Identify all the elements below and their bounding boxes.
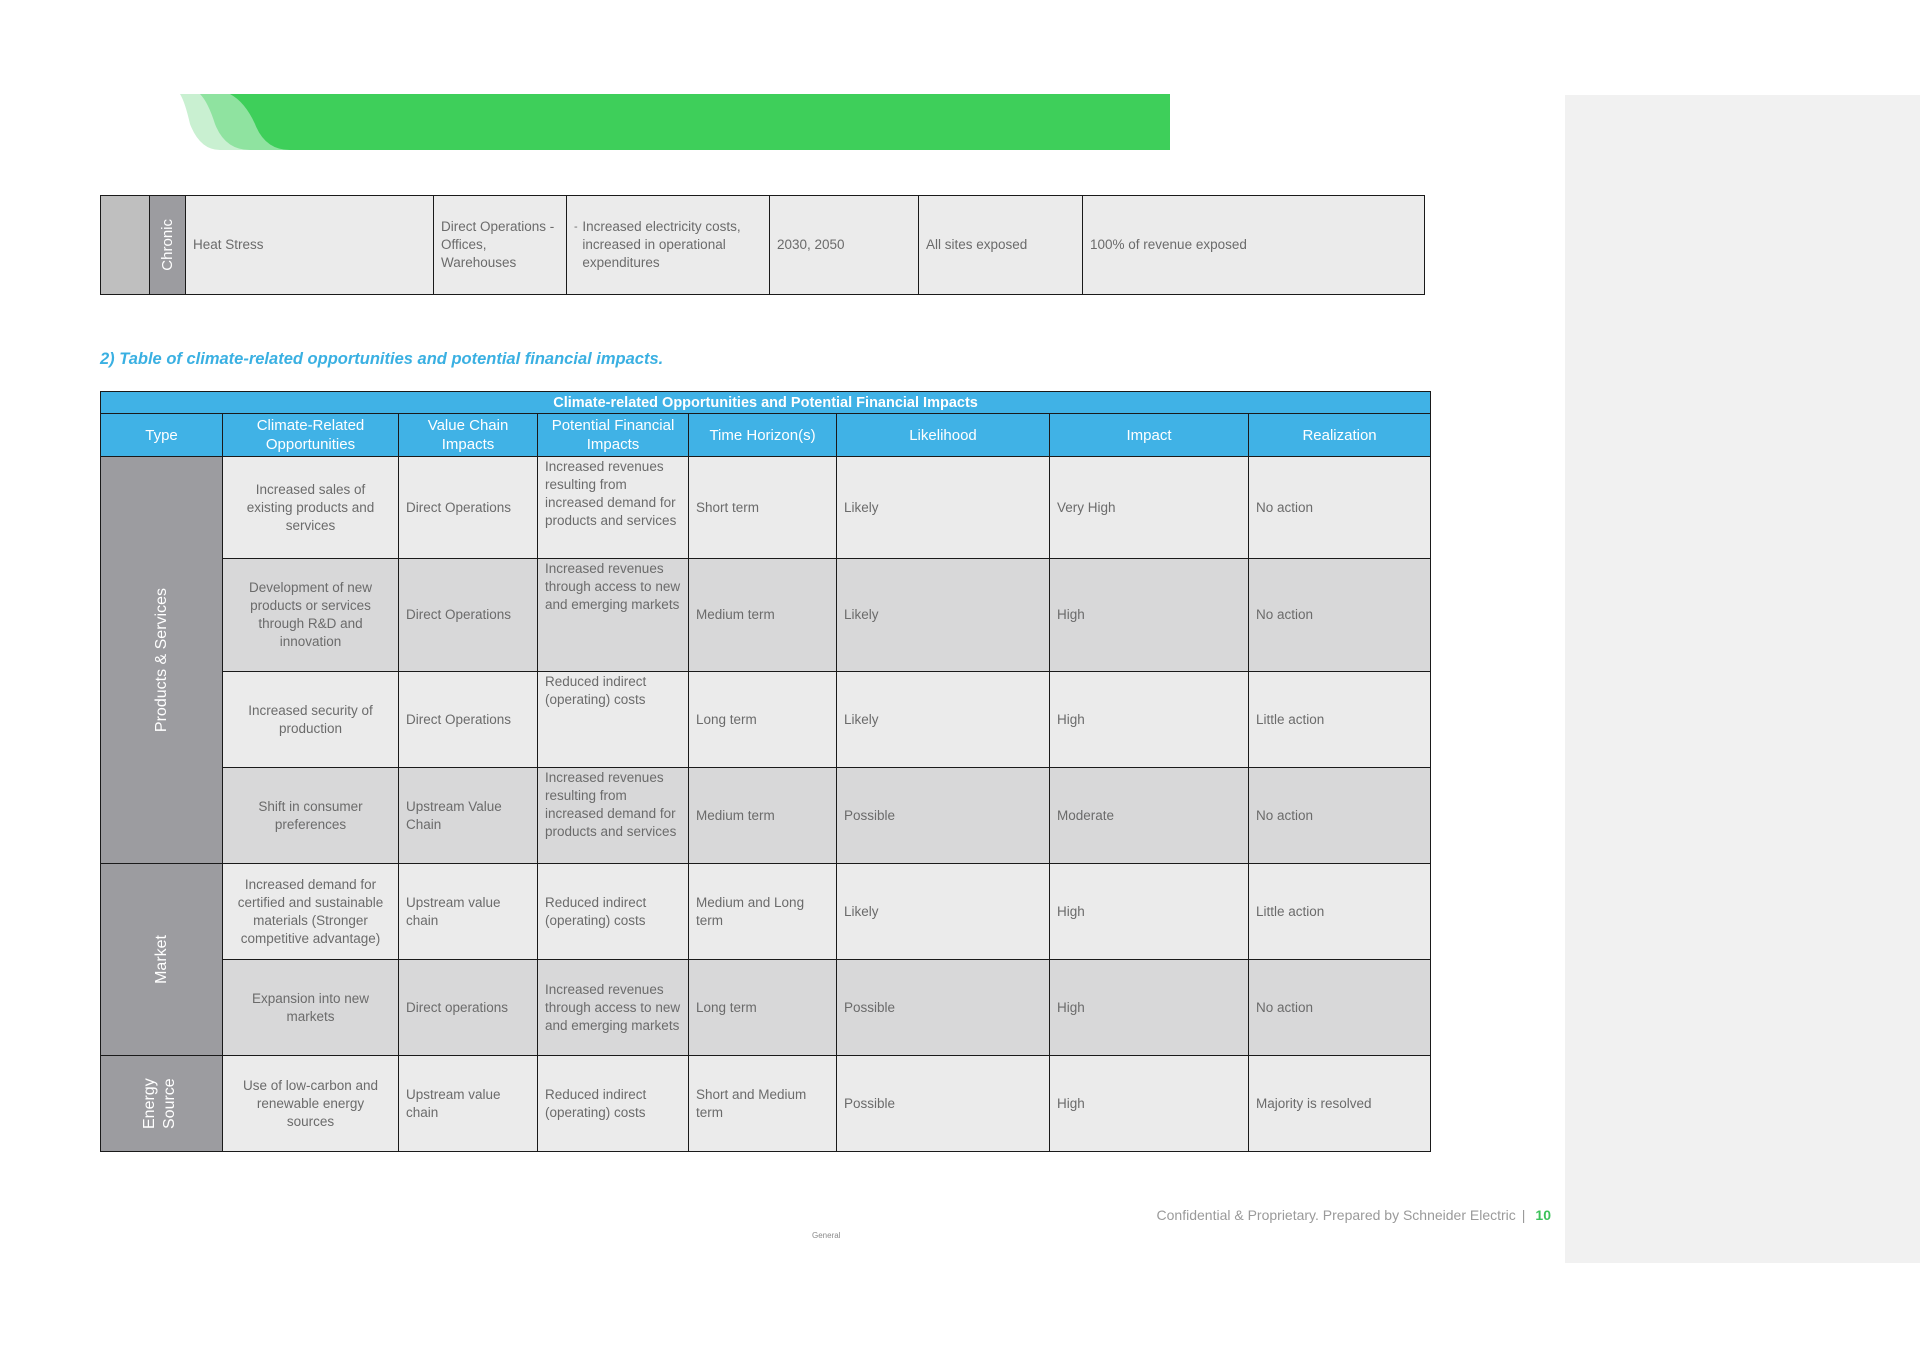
header-banner: [180, 94, 1170, 150]
financial-cell: Increased revenues through access to new and emerging markets: [538, 960, 689, 1056]
type-cell: [101, 1056, 223, 1152]
time-cell: Short term: [689, 457, 837, 559]
risk-impact: Increased electricity costs, increased in operational expenditures: [582, 219, 741, 270]
financial-cell: Reduced indirect (operating) costs: [538, 864, 689, 960]
time-cell: Long term: [689, 672, 837, 768]
risk-category: Chronic: [158, 219, 176, 271]
value-chain-cell: Upstream value chain: [399, 864, 538, 960]
type-label: Products & Services: [152, 587, 170, 733]
banner-main: [230, 94, 1170, 150]
risk-time-horizon: 2030, 2050: [770, 196, 919, 295]
table-row: [101, 960, 1431, 1056]
bullet-dash: -: [574, 221, 578, 233]
risk-table: [100, 195, 1425, 295]
page-number: 10: [1535, 1207, 1551, 1223]
risk-hazard: Heat Stress: [186, 196, 434, 295]
opportunity-cell: Development of new products or services through R&D and innovation: [223, 559, 399, 672]
realization-cell: No action: [1249, 457, 1431, 559]
risk-financial: 100% of revenue exposed: [1083, 196, 1425, 295]
impact-cell: High: [1050, 1056, 1249, 1152]
impact-cell: High: [1050, 672, 1249, 768]
financial-cell: Increased revenues resulting from increased demand for products and services: [538, 457, 689, 559]
realization-cell: Little action: [1249, 864, 1431, 960]
time-cell: Medium term: [689, 768, 837, 864]
time-cell: Long term: [689, 960, 837, 1056]
table-row: [101, 672, 1431, 768]
header-type: Type: [101, 414, 223, 457]
value-chain-cell: Upstream Value Chain: [399, 768, 538, 864]
financial-cell: Increased revenues through access to new and emerging markets: [538, 559, 689, 672]
section-heading: 2) Table of climate-related opportunities and potential financial impacts.: [100, 350, 664, 368]
table-row: [101, 864, 1431, 960]
time-cell: Short and Medium term: [689, 1056, 837, 1152]
likelihood-cell: Likely: [837, 559, 1050, 672]
value-chain-cell: Direct Operations: [399, 559, 538, 672]
header-value-chain: Value Chain Impacts: [399, 414, 538, 457]
table-row: [101, 559, 1431, 672]
impact-cell: High: [1050, 960, 1249, 1056]
opportunity-cell: Increased security of production: [223, 672, 399, 768]
impact-cell: High: [1050, 559, 1249, 672]
header-time-horizon: Time Horizon(s): [689, 414, 837, 457]
type-label: Market: [152, 935, 170, 984]
value-chain-cell: Direct Operations: [399, 457, 538, 559]
realization-cell: Majority is resolved: [1249, 1056, 1431, 1152]
likelihood-cell: Likely: [837, 457, 1050, 559]
financial-cell: Increased revenues resulting from increased demand for products and services: [538, 768, 689, 864]
impact-cell: Very High: [1050, 457, 1249, 559]
side-panel: [1565, 95, 1920, 1263]
header-likelihood: Likelihood: [837, 414, 1050, 457]
risk-category-spacer: [101, 196, 150, 295]
risk-category-cell: [150, 196, 186, 295]
risk-impact-cell: [567, 196, 770, 295]
table-title: Climate-related Opportunities and Potential Financial Impacts: [101, 392, 1431, 414]
likelihood-cell: Likely: [837, 864, 1050, 960]
type-cell: [101, 864, 223, 1056]
time-cell: Medium term: [689, 559, 837, 672]
risk-value-chain: Direct Operations - Offices, Warehouses: [434, 196, 567, 295]
opportunity-cell: Expansion into new markets: [223, 960, 399, 1056]
impact-cell: Moderate: [1050, 768, 1249, 864]
header-financial: Potential Financial Impacts: [538, 414, 689, 457]
opportunities-table: [100, 391, 1431, 1152]
financial-cell: Reduced indirect (operating) costs: [538, 672, 689, 768]
table-row: [101, 768, 1431, 864]
table-row: [101, 457, 1431, 559]
header-impact: Impact: [1050, 414, 1249, 457]
likelihood-cell: Possible: [837, 768, 1050, 864]
realization-cell: Little action: [1249, 672, 1431, 768]
type-cell: [101, 457, 223, 864]
table-row: [101, 1056, 1431, 1152]
realization-cell: No action: [1249, 559, 1431, 672]
header-row: [101, 414, 1431, 457]
table-row: [101, 196, 1425, 295]
header-opportunities: Climate-Related Opportunities: [223, 414, 399, 457]
classification-label: General: [812, 1231, 841, 1240]
time-cell: Medium and Long term: [689, 864, 837, 960]
page-footer: [1157, 1207, 1551, 1223]
likelihood-cell: Possible: [837, 1056, 1050, 1152]
realization-cell: No action: [1249, 960, 1431, 1056]
risk-exposure: All sites exposed: [919, 196, 1083, 295]
value-chain-cell: Upstream value chain: [399, 1056, 538, 1152]
value-chain-cell: Direct Operations: [399, 672, 538, 768]
footer-text: Confidential & Proprietary. Prepared by Schneider Electric: [1156, 1207, 1516, 1223]
opportunity-cell: Shift in consumer preferences: [223, 768, 399, 864]
opportunity-cell: Use of low-carbon and renewable energy sources: [223, 1056, 399, 1152]
impact-cell: High: [1050, 864, 1249, 960]
header-realization: Realization: [1249, 414, 1431, 457]
footer-separator: |: [1521, 1207, 1526, 1223]
value-chain-cell: Direct operations: [399, 960, 538, 1056]
opportunity-cell: Increased demand for certified and sustainable materials (Stronger competitive advantage): [223, 864, 399, 960]
likelihood-cell: Likely: [837, 672, 1050, 768]
opportunity-cell: Increased sales of existing products and services: [223, 457, 399, 559]
realization-cell: No action: [1249, 768, 1431, 864]
table-title-row: [101, 392, 1431, 414]
likelihood-cell: Possible: [837, 960, 1050, 1056]
financial-cell: Reduced indirect (operating) costs: [538, 1056, 689, 1152]
type-label: Energy Source: [140, 1078, 178, 1129]
